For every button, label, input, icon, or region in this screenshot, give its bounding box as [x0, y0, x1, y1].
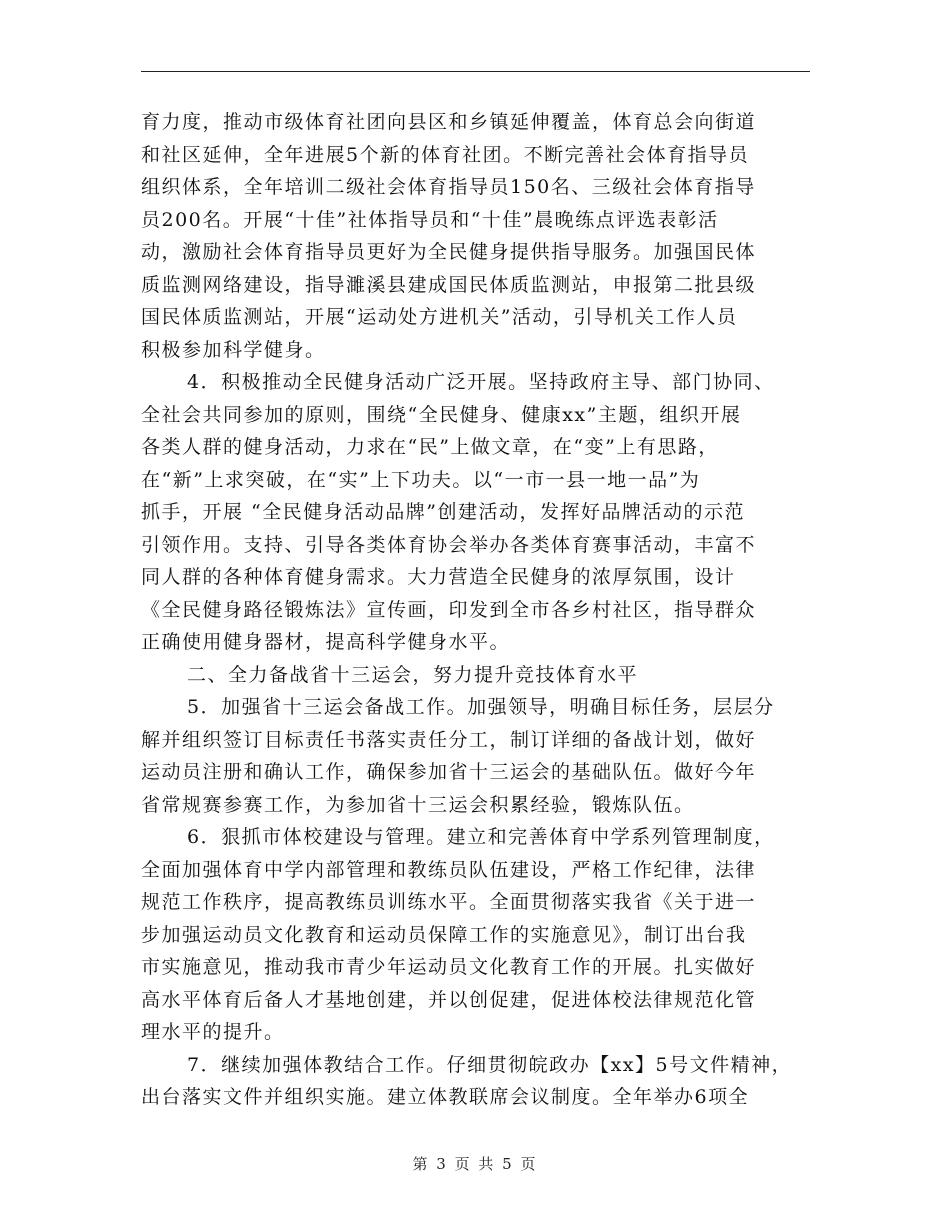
text-line: 和社区延伸，全年进展5个新的体育社团。不断完善社会体育指导员 [141, 143, 750, 166]
text-line: 质监测网络建设，指导濉溪县建成国民体质监测站，申报第二批县级 [141, 273, 757, 296]
text-line: 《全民健身路径锻炼法》宣传画，印发到全市各乡村社区，指导群众 [141, 598, 757, 621]
page-footer: 第 3 页 共 5 页 [412, 1155, 538, 1173]
text-line: 全社会共同参加的原则，围绕“全民健身、健康xx”主题，组织开展 [141, 403, 742, 426]
text-line: 7．继续加强体教结合工作。仔细贯彻皖政办【xx】5号文件精神， [187, 1053, 793, 1076]
text-line: 动，激励社会体育指导员更好为全民健身提供指导服务。加强国民体 [141, 241, 757, 263]
text-line: 市实施意见，推动我市青少年运动员文化教育工作的开展。扎实做好 [141, 956, 757, 978]
text-line: 规范工作秩序，提高教练员训练水平。全面贯彻落实我省《关于进一 [141, 891, 757, 913]
text-line: 二、全力备战省十三运会，努力提升竞技体育水平 [187, 663, 639, 686]
text-line: 国民体质监测站，开展“运动处方进机关”活动，引导机关工作人员 [141, 306, 738, 328]
text-line: 组织体系，全年培训二级社会体育指导员150名、三级社会体育指导 [141, 176, 756, 198]
text-line: 员200名。开展“十佳”社体指导员和“十佳”晨晚练点评选表彰活 [141, 208, 719, 231]
text-line: 步加强运动员文化教育和运动员保障工作的实施意见》，制订出台我 [141, 923, 747, 946]
text-line: 积极参加科学健身。 [141, 338, 326, 361]
text-line: 在“新”上求突破，在“实”上下功夫。以“一市一县一地一品”为 [141, 468, 701, 491]
text-line: 5．加强省十三运会备战工作。加强领导，明确目标任务，层层分 [187, 696, 775, 718]
text-line: 育力度，推动市级体育社团向县区和乡镇延伸覆盖，体育总会向街道 [141, 111, 757, 133]
text-line: 运动员注册和确认工作，确保参加省十三运会的基础队伍。做好今年 [141, 761, 757, 783]
text-line: 全面加强体育中学内部管理和教练员队伍建设，严格工作纪律，法律 [141, 858, 757, 881]
text-line: 同人群的各种体育健身需求。大力营造全民健身的浓厚氛围，设计 [141, 566, 736, 588]
text-line: 抓手，开展 “全民健身活动品牌”创建活动，发挥好品牌活动的示范 [141, 501, 745, 523]
text-line: 出台落实文件并组织实施。建立体教联席会议制度。全年举办6项全 [141, 1086, 750, 1108]
document-body [141, 106, 810, 1114]
text-line: 各类人群的健身活动，力求在“民”上做文章，在“变”上有思路， [141, 436, 719, 458]
text-line: 高水平体育后备人才基地创建，并以创促建，促进体校法律规范化管 [141, 988, 757, 1011]
text-line: 4．积极推动全民健身活动广泛开展。坚持政府主导、部门协同、 [187, 371, 775, 393]
text-line: 引领作用。支持、引导各类体育协会举办各类体育赛事活动，丰富不 [141, 533, 757, 556]
text-line: 省常规赛参赛工作，为参加省十三运会积累经验，锻炼队伍。 [141, 793, 695, 816]
text-line: 理水平的提升。 [141, 1021, 285, 1043]
text-line: 正确使用健身器材，提高科学健身水平。 [141, 631, 511, 653]
header-rule [141, 71, 810, 72]
text-line: 6．狠抓市体校建设与管理。建立和完善体育中学系列管理制度， [187, 826, 775, 848]
text-line: 解并组织签订目标责任书落实责任分工，制订详细的备战计划，做好 [141, 728, 757, 751]
